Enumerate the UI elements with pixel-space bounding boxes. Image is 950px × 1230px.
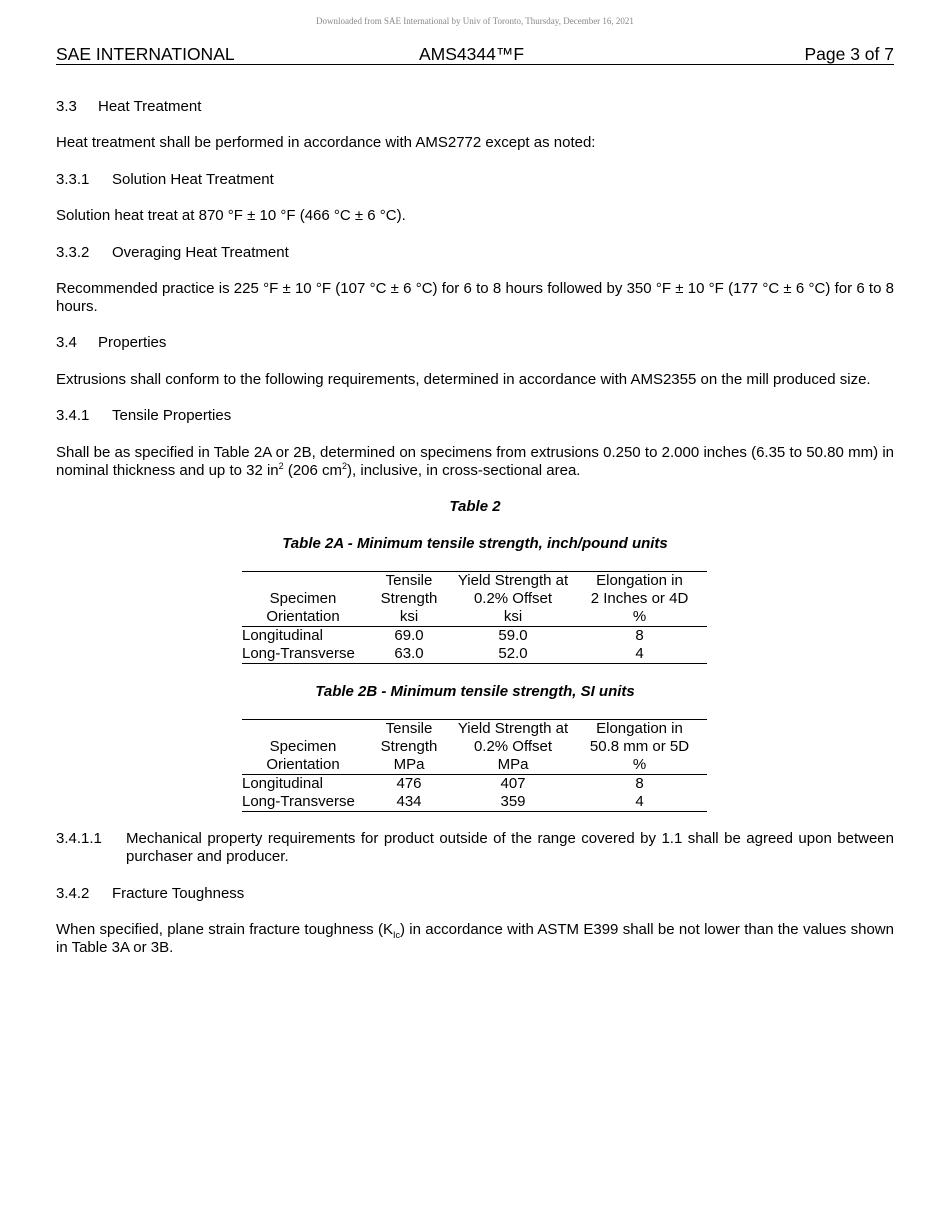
body-text: (206 cm xyxy=(283,462,343,479)
superscript: 2 xyxy=(278,461,284,471)
cell-tensile: 63.0 xyxy=(394,645,424,662)
cell-elongation: 4 xyxy=(635,645,644,662)
cell-elongation: 8 xyxy=(635,627,644,644)
body-text: Shall be as specified in Table 2A or 2B, determined on specimens from extrusions 0.250 to 2.000 inches (6.35 to 50.80 mm) in nominal thickness and up to 32 in xyxy=(56,444,894,479)
table-header-row xyxy=(242,572,707,627)
cell-elongation: 8 xyxy=(635,775,644,792)
section-number: 3.4 xyxy=(56,334,77,351)
cell-orientation: Long-Transverse xyxy=(242,793,355,810)
cell-yield: 407 xyxy=(500,775,526,792)
section-3-4-body: Extrusions shall conform to the following requirements, determined in accordance with AMS2355 on the mill produced size. xyxy=(56,371,871,388)
cell-yield: 359 xyxy=(500,793,526,810)
superscript: 2 xyxy=(342,461,348,471)
subscript: Ic xyxy=(392,930,400,940)
table-row xyxy=(242,793,707,812)
table-2b-title: Table 2B - Minimum tensile strength, SI units xyxy=(315,683,635,700)
cell-tensile: 69.0 xyxy=(394,627,424,644)
header-yield: Yield Strength at 0.2% Offset ksi xyxy=(457,572,569,625)
section-number: 3.3.2 xyxy=(56,244,90,261)
header-orientation: Specimen Orientation xyxy=(266,590,340,625)
section-3-4-2-heading xyxy=(56,885,894,903)
cell-orientation: Long-Transverse xyxy=(242,645,355,662)
cell-tensile: 476 xyxy=(396,775,422,792)
section-title: Overaging Heat Treatment xyxy=(112,244,289,261)
section-number: 3.4.1.1 xyxy=(56,830,102,847)
section-3-4-1-heading xyxy=(56,407,894,425)
section-number: 3.3.1 xyxy=(56,171,90,188)
header-tensile: Tensile Strength ksi xyxy=(380,572,438,625)
section-3-4-1-body xyxy=(56,444,894,480)
section-title: Tensile Properties xyxy=(112,407,232,424)
section-3-3-2-heading xyxy=(56,244,894,262)
section-title: Fracture Toughness xyxy=(112,885,245,902)
section-3-4-2-body xyxy=(56,921,894,957)
section-3-3-1-body: Solution heat treat at 870 °F ± 10 °F (466 °C ± 6 °C). xyxy=(56,207,406,224)
cell-orientation: Longitudinal xyxy=(242,775,323,792)
header-doc-id: AMS4344™F xyxy=(419,44,525,64)
page-header xyxy=(56,44,894,65)
section-number: 3.4.2 xyxy=(56,885,90,902)
table-row xyxy=(242,645,707,664)
body-text: ), inclusive, in cross-sectional area. xyxy=(347,462,581,479)
section-title: Properties xyxy=(98,334,167,351)
section-3-4-heading xyxy=(56,334,894,352)
section-3-3-body: Heat treatment shall be performed in accordance with AMS2772 except as noted: xyxy=(56,134,596,151)
cell-yield: 52.0 xyxy=(498,645,528,662)
section-number: 3.4.1 xyxy=(56,407,90,424)
cell-elongation: 4 xyxy=(635,793,644,810)
cell-orientation: Longitudinal xyxy=(242,627,323,644)
header-elongation: Elongation in 2 Inches or 4D % xyxy=(590,572,689,625)
header-orientation: Specimen Orientation xyxy=(266,738,340,773)
table-2a xyxy=(242,571,707,664)
download-watermark: Downloaded from SAE International by Univ of Toronto, Thursday, December 16, 2021 xyxy=(316,16,634,26)
header-yield: Yield Strength at 0.2% Offset MPa xyxy=(457,720,569,773)
header-org: SAE INTERNATIONAL xyxy=(56,44,235,64)
table-header-row xyxy=(242,720,707,775)
cell-tensile: 434 xyxy=(396,793,422,810)
section-title: Heat Treatment xyxy=(98,98,202,115)
body-text: ) in accordance with ASTM E399 shall be not lower than the values shown in Table 3A or 3B. xyxy=(56,921,894,956)
section-title: Solution Heat Treatment xyxy=(112,171,274,188)
table-row xyxy=(242,627,707,646)
cell-yield: 59.0 xyxy=(498,627,528,644)
table-2-title: Table 2 xyxy=(449,498,501,515)
header-elongation: Elongation in 50.8 mm or 5D % xyxy=(589,720,690,773)
section-3-4-1-1 xyxy=(56,830,894,866)
table-2b xyxy=(242,719,707,812)
header-tensile: Tensile Strength MPa xyxy=(380,720,438,773)
table-2a-title: Table 2A - Minimum tensile strength, inch/pound units xyxy=(282,535,668,552)
section-3-3-heading xyxy=(56,98,894,116)
section-3-3-1-heading xyxy=(56,171,894,189)
table-row xyxy=(242,775,707,794)
section-number: 3.3 xyxy=(56,98,77,115)
section-3-3-2-body: Recommended practice is 225 °F ± 10 °F (107 °C ± 6 °C) for 6 to 8 hours followed by 350 °F ± 10 °F (177 °C ± 6 °C) for 6 to 8 hours. xyxy=(56,280,894,315)
header-page-number: Page 3 of 7 xyxy=(804,44,894,64)
section-3-4-1-1-body: Mechanical property requirements for product outside of the range covered by 1.1 shall be agreed upon between purchaser and producer. xyxy=(126,830,894,865)
body-text: When specified, plane strain fracture toughness (K xyxy=(56,921,393,938)
